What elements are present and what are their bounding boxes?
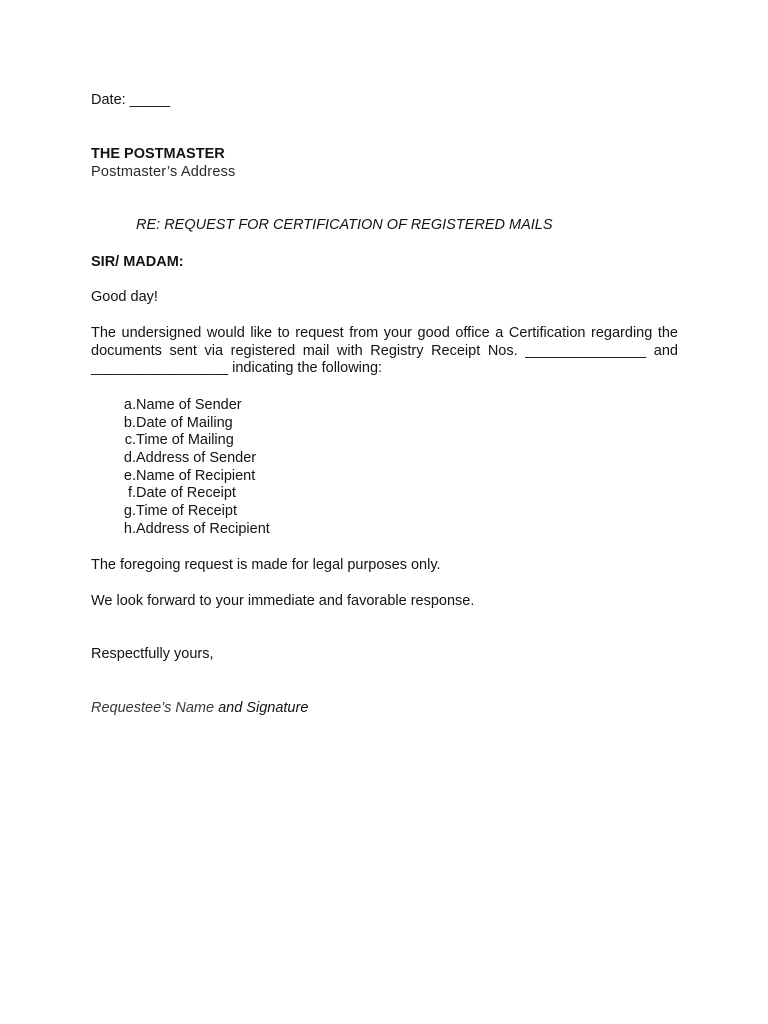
list-item-letter: d. [123,450,136,467]
list-item-letter: h. [123,520,136,537]
addressee-address: Postmaster’s Address [91,163,236,180]
signature-suffix: and Signature [214,700,309,716]
signature-name: Requestee’s Name [91,700,215,716]
list-item [91,397,242,415]
list-item-text: Time of Mailing [136,432,234,449]
requested-items-list [91,397,270,539]
list-item [91,432,234,450]
list-item-letter: c. [124,432,136,449]
list-item [91,414,233,433]
list-item-letter: b. [123,414,136,431]
signature-line [91,700,678,718]
list-item-text: Address of Sender [136,450,257,467]
list-item-letter: e. [123,467,136,484]
list-item-text: Name of Recipient [136,467,256,484]
list-item [91,485,236,503]
legal-purpose-statement: The foregoing request is made for legal purposes only. [91,557,441,573]
list-item-text: Date of Mailing [136,414,233,431]
subject-line: RE: REQUEST FOR CERTIFICATION OF REGISTERED MAILS [136,217,553,233]
addressee-name: THE POSTMASTER [91,146,225,162]
date-line: Date: _____ [91,92,171,108]
list-item [91,450,257,468]
salutation: SIR/ MADAM: [91,254,184,270]
closing: Respectfully yours, [91,646,214,662]
list-item-text: Address of Recipient [136,520,270,537]
list-item [91,467,256,486]
look-forward-statement: We look forward to your immediate and favorable response. [91,593,475,609]
list-item-text: Name of Sender [136,397,242,413]
body-paragraph: The undersigned would like to request from your good office a Certification regarding the documents sent via registered mail with Registry Receipt Nos. _______________ and _________________ indicating the following: [91,325,678,377]
addressee-block [91,146,678,181]
list-item-text: Date of Receipt [136,485,236,502]
list-item-letter: a. [123,397,136,413]
list-item [91,503,237,521]
greeting: Good day! [91,289,158,305]
list-item-letter: g. [123,503,136,520]
list-item [91,520,270,539]
list-item-text: Time of Receipt [136,503,237,520]
list-item-letter: f. [127,485,136,502]
